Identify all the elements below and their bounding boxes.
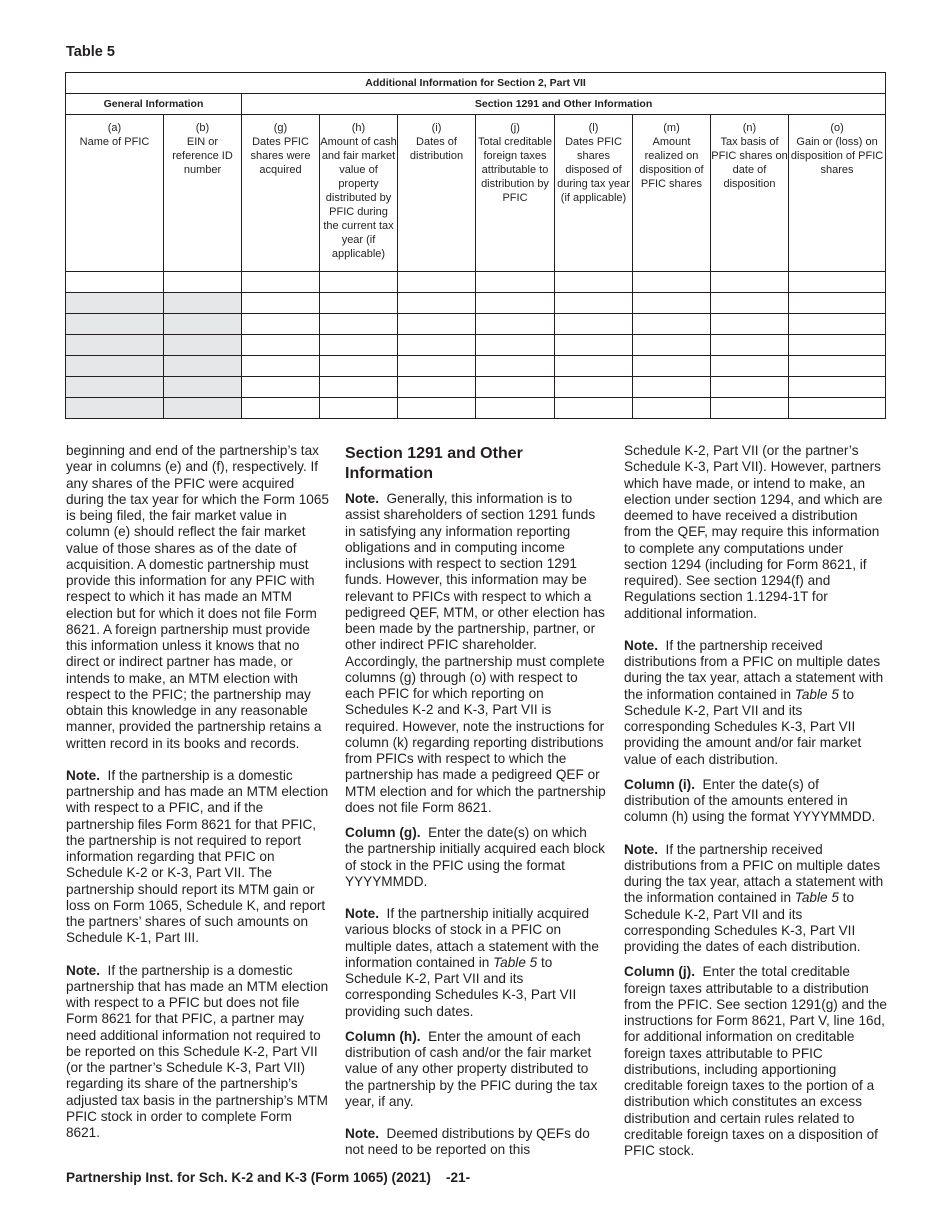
column-h-paragraph: Column (h). Enter the amount of each distribution of cash and/or the fair market value of any other property distributed to the partnership by the PFIC during the tax year, if any.	[345, 1028, 598, 1109]
note-paragraph: Note. Deemed distributions by QEFs do not need to be reported on this	[345, 1126, 590, 1158]
table-row	[66, 398, 886, 419]
page-number: -21-	[445, 1170, 471, 1185]
table-row	[66, 356, 886, 377]
section-heading: Section 1291 and Other Information	[345, 445, 523, 482]
note-paragraph: Note. If the partnership is a domestic partnership and has made an MTM election with respect to a PFIC, and if the partnership files Form 8621 for that PFIC, the partnership is not required to report information regarding that PFIC on Schedule K-2 or K-3, Part VII. The partnership should report its MTM gain or loss on Form 1065, Schedule K, and report the partners’ shares of such amounts on Schedule K-1, Part III.	[66, 767, 329, 946]
text-column-1	[66, 443, 329, 1157]
column-header-l: (l) Dates PFIC shares disposed of during tax year (if applicable)	[555, 115, 633, 272]
column-header-h: (h) Amount of cash and fair market value of property distributed by PFIC during the current tax year (if applicable)	[320, 115, 398, 272]
note-paragraph: Note. Generally, this information is to assist shareholders of section 1291 funds in satisfying any information reporting obligations and in computing income inclusions with respect to section 1291 funds. However, this information may be relevant to PFICs with respect to which a pedigreed QEF, MTM, or other election has been made by the partnership, partner, or other indirect PFIC shareholder. Accordingly, the partnership must complete columns (g) through (o) with respect to each PFIC for which reporting on Schedules K-2 and K-3, Part VII is required. However, note the instructions for column (k) regarding reporting distributions from PFICs with respect to which the partnership has made a pedigreed QEF or MTM election and for which the partnership does not file Form 8621.	[345, 491, 606, 815]
note-paragraph: Note. If the partnership received distributions from a PFIC on multiple dates during the tax year, attach a statement with the information contained in Table 5 to Schedule K-2, Part VII and its corresponding Schedules K-3, Part VII providing the dates of each distribution.	[624, 841, 884, 954]
table-label: Table 5	[66, 44, 115, 60]
column-j-paragraph: Column (j). Enter the total creditable foreign taxes attributable to a distribution from the PFIC. See section 1291(g) and the instructions for Form 8621, Part V, line 16d, for additional information on creditable foreign taxes attributable to PFIC distributions, including apportioning creditable foreign taxes to the portion of a distribution which constitutes an excess distribution and certain rules related to creditable foreign taxes on a disposition of PFIC stock.	[624, 964, 887, 1158]
table-row	[66, 272, 886, 293]
table-row	[66, 335, 886, 356]
column-header-g: (g) Dates PFIC shares were acquired	[242, 115, 320, 272]
footer-title: Partnership Inst. for Sch. K-2 and K-3 (Form 1065) (2021)	[66, 1170, 431, 1185]
column-header-row	[66, 115, 886, 272]
column-g-paragraph: Column (g). Enter the date(s) on which the partnership initially acquired each block of stock in the PFIC using the format YYYYMMDD.	[345, 825, 605, 889]
paragraph: Schedule K-2, Part VII (or the partner’s Schedule K-3, Part VII). However, partners which have made, or intend to make, an election under section 1294, and which are deemed to have received a distribution from the QEF, may require this information to complete any computations under section 1294 (including for Form 8621, if required). See section 1294(f) and Regulations section 1.1294-1T for additional information.	[624, 443, 883, 621]
column-header-a: (a) Name of PFIC	[66, 115, 164, 272]
paragraph: beginning and end of the partnership’s tax year in columns (e) and (f), respectively. If any shares of the PFIC were acquired during the tax year for which the Form 1065 is being filed, the fair market value in column (e) should reflect the fair market value of those shares as of the date of acquisition. A domestic partnership must provide this information for any PFIC with respect to which it has made an MTM election but for which it does not file Form 8621. A foreign partnership must provide this information unless it knows that no direct or indirect partner has made, or intends to make, an MTM election with respect to the PFIC; the partnership may obtain this knowledge in any reasonable manner, provided the partnership retains a written record in its books and records.	[66, 443, 329, 751]
column-i-paragraph: Column (i). Enter the date(s) of distribution of the amounts entered in column (h) using the format YYYYMMDD.	[624, 776, 876, 825]
note-paragraph: Note. If the partnership initially acquired various blocks of stock in a PFIC on multiple dates, attach a statement with the information contained in Table 5 to Schedule K-2, Part VII and its corresponding Schedules K-3, Part VII providing such dates.	[345, 906, 599, 1019]
column-header-m: (m) Amount realized on disposition of PFIC shares	[633, 115, 711, 272]
table-5	[65, 72, 886, 419]
group-general-information: General Information	[66, 94, 242, 115]
note-paragraph: Note. If the partnership received distributions from a PFIC on multiple dates during the tax year, attach a statement with the information contained in Table 5 to Schedule K-2, Part VII and its corresponding Schedules K-3, Part VII providing the amount and/or fair market value of each distribution.	[624, 637, 884, 767]
page-footer	[66, 1170, 470, 1185]
text-column-3	[624, 443, 887, 1175]
table-row	[66, 293, 886, 314]
table-row	[66, 377, 886, 398]
column-header-i: (i) Dates of distribution	[398, 115, 476, 272]
column-header-o: (o) Gain or (loss) on disposition of PFIC shares	[789, 115, 886, 272]
note-paragraph: Note. If the partnership is a domestic partnership that has made an MTM election with respect to a PFIC but does not file Form 8621 for that PFIC, a partner may need additional information not required to be reported on this Schedule K-2, Part VII (or the partner’s Schedule K-3, Part VII) regarding its share of the partnership’s adjusted tax basis in the partnership’s MTM PFIC stock in order to complete Form 8621.	[66, 962, 329, 1140]
text-column-2	[345, 443, 608, 1175]
column-header-b: (b) EIN or reference ID number	[164, 115, 242, 272]
column-header-n: (n) Tax basis of PFIC shares on date of disposition	[711, 115, 789, 272]
table-row	[66, 314, 886, 335]
column-header-j: (j) Total creditable foreign taxes attributable to distribution by PFIC	[476, 115, 555, 272]
group-section-1291: Section 1291 and Other Information	[242, 94, 886, 115]
table-title: Additional Information for Section 2, Part VII	[66, 73, 886, 94]
